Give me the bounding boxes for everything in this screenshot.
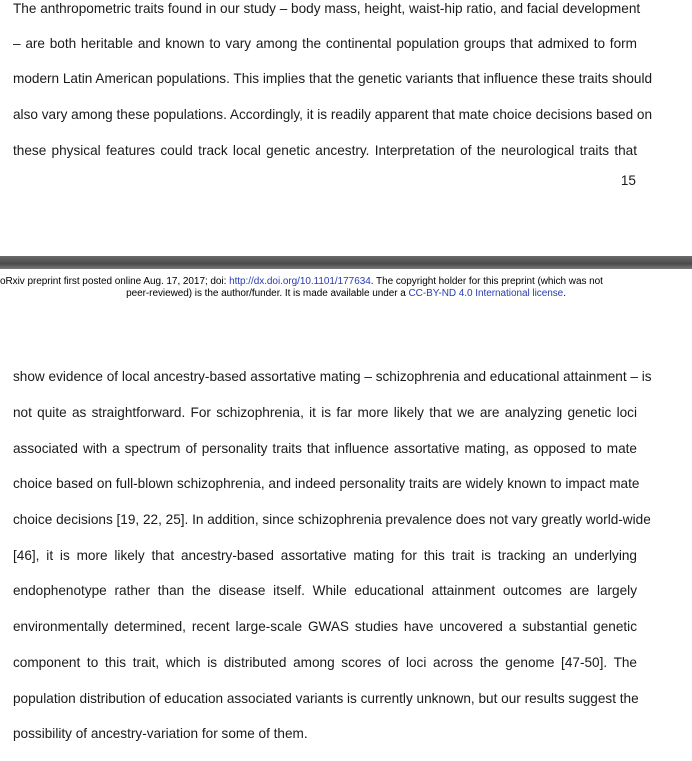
paragraph-line: not quite as straightforward. For schizophrenia, it is far more likely that we are analyzing genetic loci xyxy=(13,405,637,420)
paragraph-line: – are both heritable and known to vary among the continental population groups that admixed to form xyxy=(13,36,637,51)
paragraph-line: choice decisions [19, 22, 25]. In addition, since schizophrenia prevalence does not vary greatly world-wide xyxy=(13,512,651,527)
paragraph-line: show evidence of local ancestry-based assortative mating – schizophrenia and educational attainment – is xyxy=(13,369,652,384)
page-separator xyxy=(0,256,692,269)
paragraph-line: The anthropometric traits found in our study – body mass, height, waist-hip ratio, and facial development xyxy=(13,1,641,16)
paragraph-line: associated with a spectrum of personality traits that influence assortative mating, as opposed to mate xyxy=(13,441,637,456)
paragraph-line: environmentally determined, recent large-scale GWAS studies have uncovered a substantial genetic xyxy=(13,619,637,634)
page-top xyxy=(0,0,692,256)
banner-middle: . The copyright holder for this preprint (which was not xyxy=(370,276,603,287)
banner-line2-suffix: . xyxy=(563,288,566,299)
banner-line-2 xyxy=(0,288,692,300)
paragraph-line: also vary among these populations. Accordingly, it is readily apparent that mate choice decisions based on xyxy=(13,107,653,122)
banner-line2-prefix: peer-reviewed) is the author/funder. It is made available under a xyxy=(126,288,409,299)
paragraph-line-last: possibility of ancestry-variation for some of them. xyxy=(13,726,308,741)
doi-link[interactable]: http://dx.doi.org/10.1101/177634 xyxy=(229,276,371,287)
banner-line-1 xyxy=(0,276,692,288)
paragraph-line: population distribution of education associated variants is currently unknown, but our results suggest the xyxy=(13,691,639,706)
preprint-banner xyxy=(0,276,692,300)
paragraph-line: endophenotype rather than the disease itself. While educational attainment outcomes are largely xyxy=(13,583,637,598)
paragraph-line: these physical features could track local genetic ancestry. Interpretation of the neurological traits that xyxy=(13,143,637,158)
paragraph-line: modern Latin American populations. This implies that the genetic variants that influence these traits should xyxy=(13,71,653,86)
banner-prefix: oRxiv preprint first posted online Aug. 17, 2017; doi: xyxy=(0,276,230,287)
paragraph-line: choice based on full-blown schizophrenia, and indeed personality traits are widely known to impact mate xyxy=(13,476,640,491)
page-number: 15 xyxy=(620,173,636,188)
license-link[interactable]: CC-BY-ND 4.0 International license xyxy=(408,288,564,299)
paragraph-line: [46], it is more likely that ancestry-based assortative mating for this trait is tracking an underlying xyxy=(13,548,637,563)
paragraph-line: component to this trait, which is distributed among scores of loci across the genome [47-50]. The xyxy=(13,655,637,670)
